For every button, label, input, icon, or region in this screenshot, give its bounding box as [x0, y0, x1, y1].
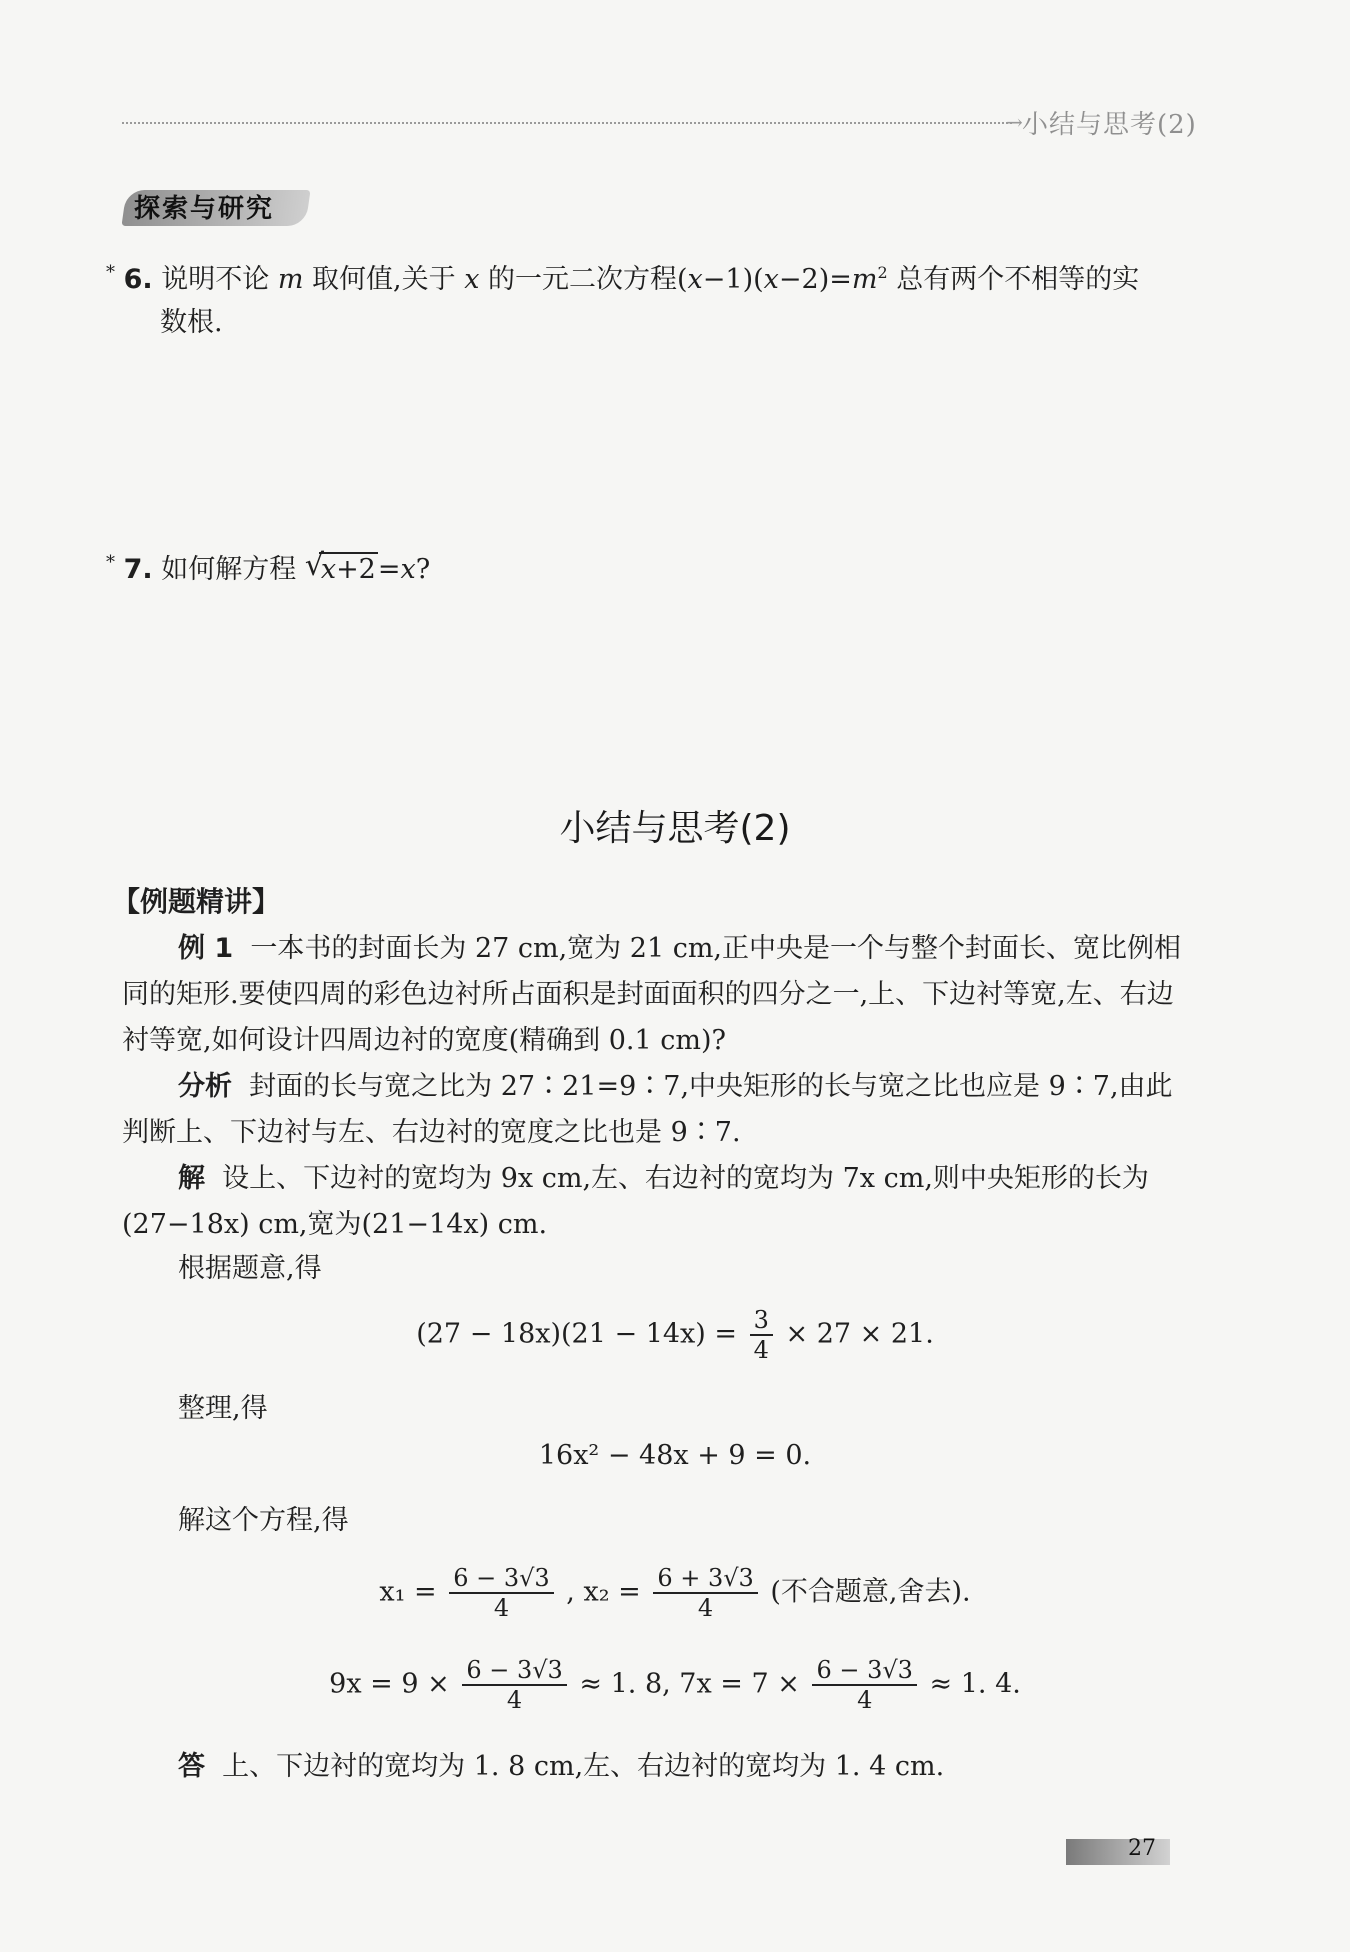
solution-label: 解	[178, 1163, 205, 1194]
equation-1: (27 − 18x)(21 − 14x) = $\frac{3}{4}$ × 27 × 21.	[416, 1306, 934, 1364]
question-6	[106, 248, 1186, 308]
equation-4: 9x = 9 × $\frac{6 - 3√3}{4}$ ≈ 1. 8, 7x = 7 × $\frac{6 - 3√3}{4}$ ≈ 1. 4.	[329, 1656, 1021, 1714]
header-arrow-icon: →	[1006, 110, 1023, 134]
question-number: 7.	[123, 554, 153, 585]
fraction: $\frac{6 - 3√3}{4}$	[812, 1656, 916, 1714]
q6-text-line2: 数根.	[160, 307, 223, 338]
q6-text: 说明不论 m 取何值,关于 x 的一元二次方程$(x-1)(x-2)=m^2$ 总有两个不相等的实	[161, 263, 1140, 295]
solution-text: 设上、下边衬的宽均为 9x cm,左、右边衬的宽均为 7x cm,则中央矩形的长为(27−18x) cm,宽为(21−14x) cm.	[122, 1163, 1149, 1240]
section-title: 小结与思考(2)	[559, 808, 791, 849]
section-badge: 探索与研究	[134, 194, 275, 224]
analysis-text: 封面的长与宽之比为 27∶21=9∶7,中央矩形的长与宽之比也应是 9∶7,由此判断上、下边衬与左、右边衬的宽度之比也是 9∶7.	[122, 1071, 1173, 1148]
fraction: $\frac{6 - 3√3}{4}$	[449, 1564, 553, 1622]
equation-2: 16x² − 48x + 9 = 0.	[538, 1440, 812, 1471]
step-2: 整理,得	[178, 1393, 268, 1424]
optional-star: *	[106, 552, 115, 573]
solution-paragraph	[122, 1156, 1182, 1248]
answer-label: 答	[178, 1751, 205, 1782]
radical-icon: √	[304, 548, 324, 583]
sqrt-expression: √ x+2	[305, 545, 378, 595]
example-label: 例 1	[178, 933, 234, 964]
q7-text: 如何解方程	[161, 554, 305, 585]
example-paragraph	[122, 926, 1182, 1064]
step-1: 根据题意,得	[178, 1253, 322, 1284]
answer-paragraph	[122, 1744, 1182, 1790]
fraction: $\frac{3}{4}$	[750, 1306, 773, 1364]
header-rule	[122, 122, 1012, 124]
sub-heading: 【例题精讲】	[112, 885, 281, 918]
running-header: 小结与思考(2)	[1022, 110, 1197, 140]
question-number: 6.	[123, 264, 153, 295]
question-7: * 7. 如何解方程 √ x+2=x?	[106, 545, 430, 598]
analysis-paragraph	[122, 1064, 1182, 1156]
optional-star: *	[106, 262, 115, 283]
fraction: $\frac{6 - 3√3}{4}$	[462, 1656, 566, 1714]
page-number: 27	[1128, 1836, 1156, 1861]
equation-3: x₁ = $\frac{6 - 3√3}{4}$ , x₂ = $\frac{6 + 3√3}{4}$ (不合题意,舍去).	[379, 1564, 971, 1622]
analysis-label: 分析	[178, 1071, 232, 1102]
step-3: 解这个方程,得	[178, 1505, 349, 1536]
answer-text: 上、下边衬的宽均为 1. 8 cm,左、右边衬的宽均为 1. 4 cm.	[222, 1751, 945, 1782]
fraction: $\frac{6 + 3√3}{4}$	[653, 1564, 757, 1622]
example-text: 一本书的封面长为 27 cm,宽为 21 cm,正中央是一个与整个封面长、宽比例相同的矩形.要使四周的彩色边衬所占面积是封面面积的四分之一,上、下边衬等宽,左、右边衬等宽,如何设计四周边衬的宽度(精确到 0.1 cm)?	[122, 933, 1182, 1056]
